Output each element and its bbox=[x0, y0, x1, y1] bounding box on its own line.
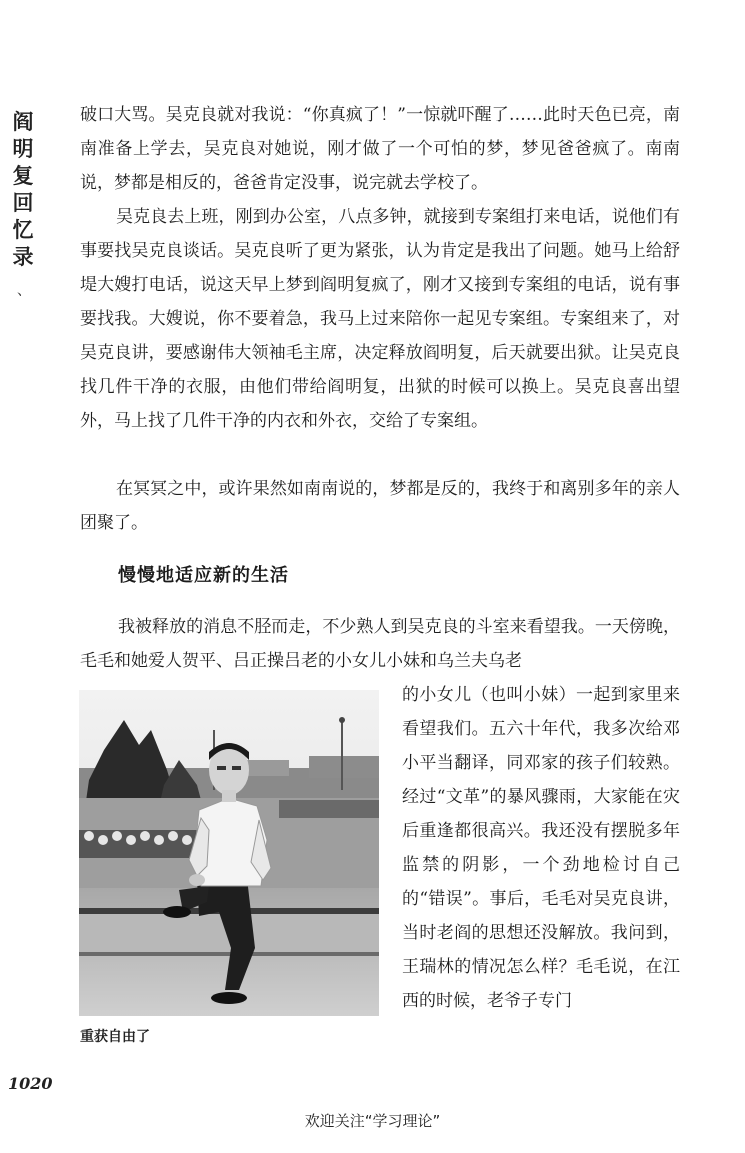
book-title-char: 明 bbox=[12, 136, 34, 161]
book-title-vertical bbox=[6, 108, 40, 270]
title-mark: 、 bbox=[17, 283, 31, 299]
body-paragraph: 我被释放的消息不胫而走，不少熟人到吴克良的斗室来看望我。一天傍晚，毛毛和她爱人贺平、吕正操吕老的小女儿小妹和乌兰夫乌老 bbox=[80, 617, 680, 671]
body-paragraph: 在冥冥之中，或许果然如南南说的，梦都是反的，我终于和离别多年的亲人团聚了。 bbox=[80, 479, 680, 533]
page-number: 1020 bbox=[8, 1074, 53, 1093]
body-paragraph: 吴克良去上班，刚到办公室，八点多钟，就接到专案组打来电话，说他们有事要找吴克良谈话。吴克良听了更为紧张，认为肯定是我出了问题。她马上给舒堤大嫂打电话，说这天早上梦到阎明复疯了，刚才又接到专案组的电话，说有事要找我。大嫂说，你不要着急，我马上过来陪你一起见专案组。专案组来了，对吴克良讲，要感谢伟大领袖毛主席，决定释放阎明复，后天就要出狱。让吴克良找几件干净的衣服，由他们带给阎明复，出狱的时候可以换上。吴克良喜出望外，马上找了几件干净的内衣和外衣，交给了专案组。 bbox=[80, 207, 680, 431]
book-title-char: 录 bbox=[12, 244, 34, 269]
body-paragraph: 破口大骂。吴克良就对我说：“你真疯了！”一惊就吓醒了……此时天色已亮，南南准备上学去，吴克良对她说，刚才做了一个可怕的梦，梦见爸爸疯了。南南说，梦都是相反的，爸爸肯定没事，说完就去学校了。 bbox=[80, 105, 680, 193]
section-heading: 慢慢地适应新的生活 bbox=[118, 565, 289, 586]
book-title-char: 复 bbox=[12, 163, 34, 188]
body-paragraph-wrapped: 的小女儿（也叫小妹）一起到家里来看望我们。五六十年代，我多次给邓小平当翻译，同邓家的孩子们较熟。经过“文革”的暴风骤雨，大家能在灾后重逢都很高兴。我还没有摆脱多年监禁的阴影，一个劲地检讨自己的“错误”。事后，毛毛对吴克良讲，当时老阎的思想还没解放。我问到，王瑞林的情况怎么样？毛毛说，在江西的时候，老爷子专门 bbox=[402, 685, 680, 1011]
book-title-char: 回 bbox=[12, 190, 34, 215]
footer-note: 欢迎关注“学习理论” bbox=[304, 1112, 441, 1130]
book-title-char: 忆 bbox=[12, 217, 34, 242]
photo-caption: 重获自由了 bbox=[80, 1029, 150, 1045]
book-title-char: 阎 bbox=[12, 109, 34, 134]
portrait-photo bbox=[79, 690, 379, 1016]
